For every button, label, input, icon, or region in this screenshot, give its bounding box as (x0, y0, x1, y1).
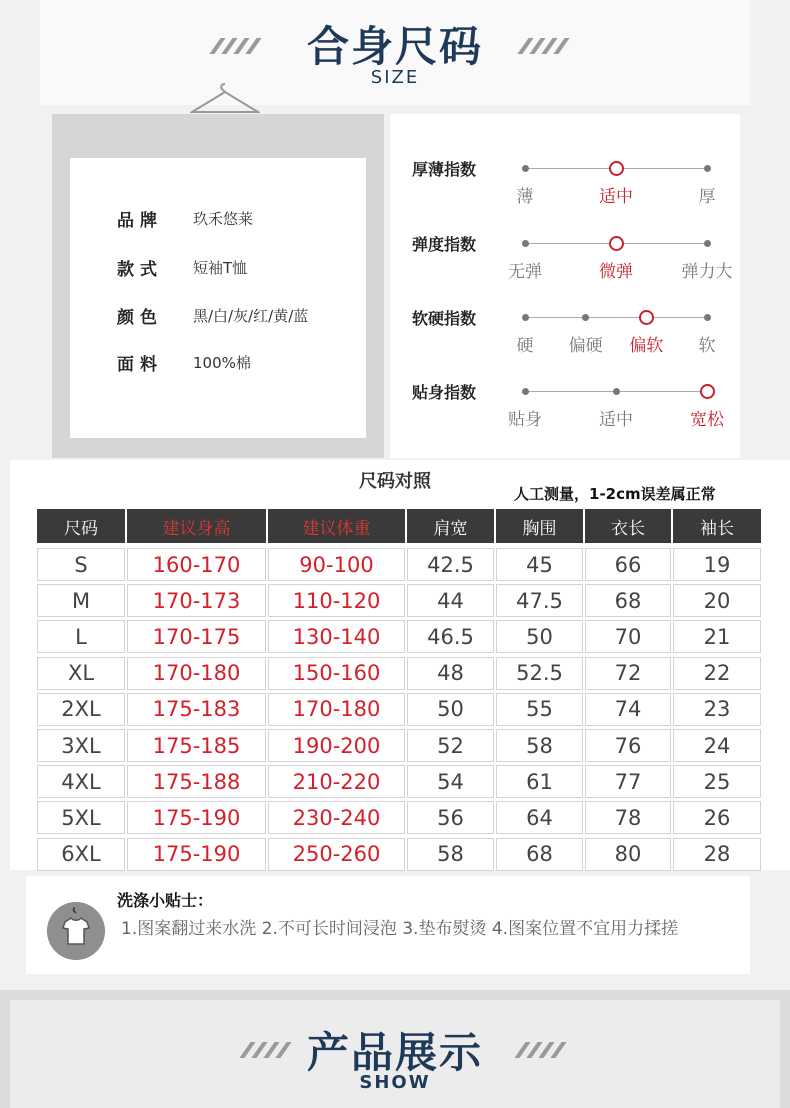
info-key: 品牌 (117, 210, 163, 231)
table-cell: 90-100 (268, 548, 405, 581)
table-cell: M (37, 584, 125, 617)
fit-index-option: 偏软 (629, 336, 664, 356)
table-cell: 175-183 (127, 693, 266, 726)
table-cell: 80 (585, 838, 671, 871)
table-cell: 19 (673, 548, 761, 581)
table-cell: 66 (585, 548, 671, 581)
info-value: 黑/白/灰/红/黄/蓝 (193, 306, 309, 325)
table-cell: 46.5 (407, 620, 494, 653)
info-value: 玖禾悠莱 (193, 209, 254, 228)
table-cell: 74 (585, 693, 671, 726)
fit-index-dot (704, 165, 711, 172)
table-cell: 21 (673, 620, 761, 653)
fit-index-selected-marker (639, 310, 654, 325)
right-slashes-decoration (513, 38, 575, 54)
fit-index-selected-marker (700, 384, 715, 399)
fit-index-label: 厚薄指数 (412, 160, 477, 179)
table-header-cell: 尺码 (37, 509, 125, 543)
washing-tips-title: 洗涤小贴士： (117, 891, 214, 910)
footer-title: 产品展示 (306, 1028, 483, 1077)
table-cell: 110-120 (268, 584, 405, 617)
table-cell: 170-180 (268, 693, 405, 726)
fit-index-dot (613, 388, 620, 395)
table-cell: 190-200 (268, 729, 405, 762)
table-header-cell: 袖长 (673, 509, 761, 543)
fit-index-label: 弹度指数 (412, 235, 477, 254)
table-cell: 25 (673, 765, 761, 798)
table-cell: 58 (496, 729, 583, 762)
footer-subtitle: SHOW (359, 1072, 431, 1093)
table-cell: 52.5 (496, 657, 583, 690)
table-cell: 44 (407, 584, 494, 617)
table-header-cell: 衣长 (585, 509, 671, 543)
info-row-color (117, 303, 308, 327)
size-table-title: 尺码对照 (359, 471, 431, 492)
table-cell: 77 (585, 765, 671, 798)
table-cell: 22 (673, 657, 761, 690)
table-cell: 5XL (37, 801, 125, 834)
fit-index-option: 薄 (516, 187, 534, 207)
info-row-fabric (117, 350, 251, 374)
fit-index-option: 贴身 (508, 410, 542, 430)
fit-index-selected-marker (609, 161, 624, 176)
fit-index-option: 厚 (698, 187, 716, 207)
table-cell: 175-190 (127, 838, 266, 871)
table-cell: 26 (673, 801, 761, 834)
info-value: 短袖T恤 (193, 258, 248, 277)
size-table-note: 人工测量，1-2cm误差属正常 (514, 485, 716, 503)
table-cell: 70 (585, 620, 671, 653)
fit-index-track (525, 317, 707, 318)
info-row-brand (117, 206, 253, 230)
table-cell: 28 (673, 838, 761, 871)
table-cell: 47.5 (496, 584, 583, 617)
fit-index-dot (522, 314, 529, 321)
product-info-card (70, 158, 366, 438)
fit-index-dot (522, 165, 529, 172)
fit-index-dot (704, 314, 711, 321)
table-cell: 210-220 (268, 765, 405, 798)
table-cell: 72 (585, 657, 671, 690)
page-subtitle: SIZE (370, 67, 420, 88)
table-cell: 68 (585, 584, 671, 617)
fit-index-option: 弹力大 (681, 262, 733, 282)
table-header-cell: 胸围 (496, 509, 583, 543)
right-slashes-decoration (510, 1042, 572, 1058)
table-cell: 175-190 (127, 801, 266, 834)
table-cell: 150-160 (268, 657, 405, 690)
fit-index-label: 贴身指数 (412, 383, 477, 402)
fit-index-option: 软 (698, 336, 716, 356)
table-cell: 170-180 (127, 657, 266, 690)
fit-index-option: 适中 (599, 187, 633, 207)
fit-index-label: 软硬指数 (412, 309, 477, 328)
fit-index-selected-marker (609, 236, 624, 251)
table-cell: 76 (585, 729, 671, 762)
table-cell: 160-170 (127, 548, 266, 581)
info-row-style (117, 255, 247, 279)
washing-tips-text: 1.图案翻过来水洗 2.不可长时间浸泡 3.垫布熨烫 4.图案位置不宜用力揉搓 (121, 919, 679, 939)
info-key: 面料 (117, 354, 163, 375)
fit-index-dot (522, 240, 529, 247)
table-cell: 170-173 (127, 584, 266, 617)
page-title: 合身尺码 (306, 22, 483, 71)
table-cell: 6XL (37, 838, 125, 871)
fit-index-option: 无弹 (508, 262, 542, 282)
table-cell: 78 (585, 801, 671, 834)
table-cell: 55 (496, 693, 583, 726)
fit-index-option: 适中 (599, 410, 633, 430)
table-cell: 20 (673, 584, 761, 617)
table-header-cell: 肩宽 (407, 509, 494, 543)
table-cell: 250-260 (268, 838, 405, 871)
fit-index-option: 微弹 (599, 262, 633, 282)
fit-index-option: 硬 (516, 336, 534, 356)
table-cell: 50 (407, 693, 494, 726)
table-cell: 68 (496, 838, 583, 871)
table-cell: 50 (496, 620, 583, 653)
table-cell: 42.5 (407, 548, 494, 581)
table-cell: 54 (407, 765, 494, 798)
fit-index-option: 宽松 (690, 410, 724, 430)
fit-index-dot (522, 388, 529, 395)
table-cell: 52 (407, 729, 494, 762)
table-cell: 230-240 (268, 801, 405, 834)
table-cell: 61 (496, 765, 583, 798)
table-header-cell: 建议身高 (127, 509, 266, 543)
table-cell: 45 (496, 548, 583, 581)
table-cell: 23 (673, 693, 761, 726)
fit-index-option: 偏硬 (568, 336, 603, 356)
table-cell: 24 (673, 729, 761, 762)
fit-index-dot (704, 240, 711, 247)
table-cell: S (37, 548, 125, 581)
table-cell: 2XL (37, 693, 125, 726)
info-key: 颜色 (117, 307, 163, 328)
table-cell: 170-175 (127, 620, 266, 653)
table-header-cell: 建议体重 (268, 509, 405, 543)
info-value: 100%棉 (193, 353, 251, 372)
table-cell: 58 (407, 838, 494, 871)
tshirt-icon (47, 902, 105, 960)
table-cell: XL (37, 657, 125, 690)
table-cell: 175-188 (127, 765, 266, 798)
table-cell: 56 (407, 801, 494, 834)
table-cell: 64 (496, 801, 583, 834)
table-cell: 3XL (37, 729, 125, 762)
table-cell: L (37, 620, 125, 653)
info-key: 款式 (117, 259, 163, 280)
table-cell: 4XL (37, 765, 125, 798)
table-cell: 48 (407, 657, 494, 690)
table-cell: 175-185 (127, 729, 266, 762)
table-cell: 130-140 (268, 620, 405, 653)
hanger-icon (190, 82, 260, 116)
